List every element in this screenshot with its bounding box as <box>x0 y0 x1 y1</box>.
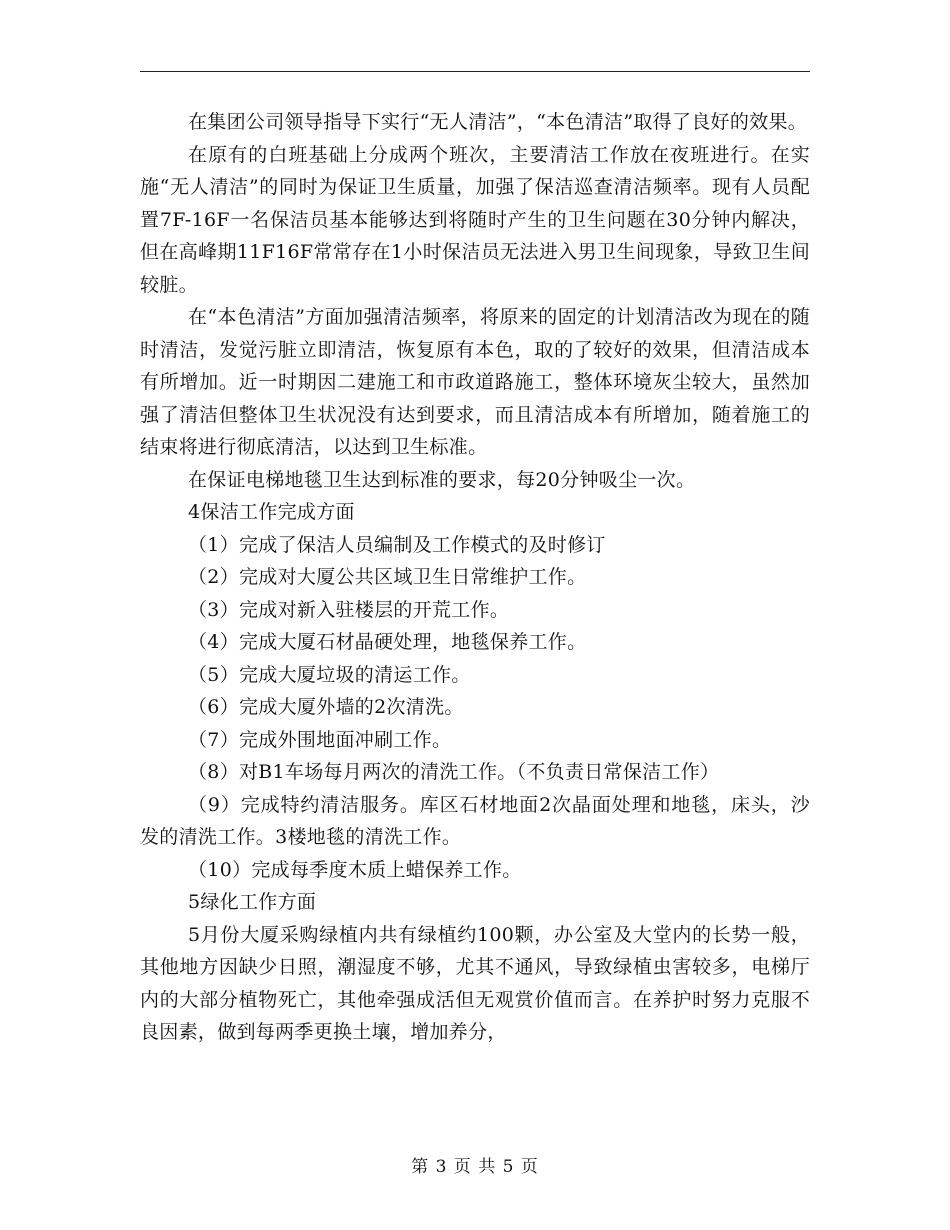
paragraph: 在保证电梯地毯卫生达到标准的要求，每20分钟吸尘一次。 <box>188 468 696 491</box>
list-item: （9）完成特约清洁服务。库区石材地面2次晶面处理和地毯，床头，沙发的清洗工作。3楼地毯的清洗工作。 <box>140 793 810 848</box>
list-item: （10）完成每季度木质上蜡保养工作。 <box>188 858 522 881</box>
paragraph: 在原有的白班基础上分成两个班次，主要清洁工作放在夜班进行。在实施“无人清洁”的同时为保证卫生质量，加强了保洁巡查清洁频率。现有人员配置7F-16F一名保洁员基本能够达到将随时产生的卫生问题在30分钟内解决，但在高峰期11F16F常常存在1小时保洁员无法进入男卫生间现象，导致卫生间较脏。 <box>140 143 810 296</box>
list-item: （1）完成了保洁人员编制及工作模式的及时修订 <box>188 533 606 556</box>
paragraph: 在“本色清洁”方面加强清洁频率，将原来的固定的计划清洁改为现在的随时清洁，发觉污脏立即清洁，恢复原有本色，取的了较好的效果，但清洁成本有所增加。近一时期因二建施工和市政道路施工，整体环境灰尘较大，虽然加强了清洁但整体卫生状况没有达到要求，而且清洁成本有所增加，随着施工的结束将进行彻底清洁，以达到卫生标准。 <box>140 306 810 458</box>
list-item: （5）完成大厦垃圾的清运工作。 <box>188 663 471 686</box>
section-heading: 4保洁工作完成方面 <box>188 501 355 523</box>
list-item: （7）完成外围地面冲刷工作。 <box>188 728 452 751</box>
list-item: （3）完成对新入驻楼层的开荒工作。 <box>188 598 510 621</box>
paragraph: 5月份大厦采购绿植内共有绿植约100颗，办公室及大堂内的长势一般，其他地方因缺少日照，潮湿度不够，尤其不通风，导致绿植虫害较多，电梯厅内的大部分植物死亡，其他牵强成活但无观赏价值而言。在养护时努力克服不良因素，做到每两季更换土壤，增加养分， <box>140 923 810 1043</box>
list-item: （4）完成大厦石材晶硬处理，地毯保养工作。 <box>188 631 587 653</box>
page-footer: 第 3 页 共 5 页 <box>411 1157 539 1177</box>
paragraph: 在集团公司领导指导下实行“无人清洁”，“本色清洁”取得了良好的效果。 <box>188 111 808 133</box>
list-item: （2）完成对大厦公共区域卫生日常维护工作。 <box>188 566 587 588</box>
list-item: （6）完成大厦外墙的2次清洗。 <box>188 696 464 718</box>
header-rule <box>140 71 810 72</box>
list-item: （8）对B1车场每月两次的清洗工作。（不负责日常保洁工作） <box>188 761 720 783</box>
section-heading: 5绿化工作方面 <box>188 891 317 913</box>
document-body <box>140 106 810 1049</box>
